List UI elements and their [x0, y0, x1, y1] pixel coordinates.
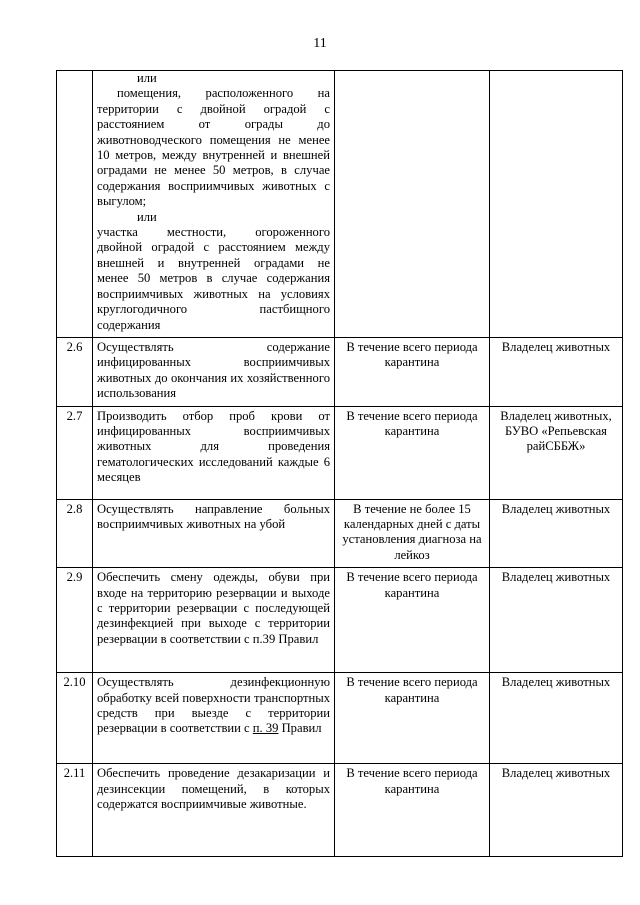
action-cell: Производить отбор проб крови от инфицированных восприимчивых животных для проведения гематологических исследований каждые 6 месяцев — [93, 406, 335, 499]
row-number-cell: 2.9 — [57, 568, 93, 673]
text-line: круглогодичного пастбищного — [97, 302, 330, 317]
action-cell — [93, 673, 335, 764]
row-number-cell: 2.10 — [57, 673, 93, 764]
text-line: содержания восприимчивых животных с — [97, 178, 330, 193]
text-line: восприимчивых животных на условиях — [97, 286, 330, 301]
action-text-tail: Правил — [278, 721, 322, 736]
table-row — [57, 337, 623, 406]
action-cell: Осуществлять содержание инфицированных восприимчивых животных до окончания их хозяйственного использования — [93, 337, 335, 406]
table-row — [57, 499, 623, 568]
row-number-cell: 2.8 — [57, 499, 93, 568]
text-line: содержания — [97, 317, 161, 332]
text-line: участка местности, огороженного — [97, 225, 330, 240]
text-line: внешней и внутренней оградами не — [97, 255, 330, 270]
term-cell: В течение всего периода карантина — [335, 406, 490, 499]
measures-table — [56, 70, 623, 857]
term-cell: В течение всего периода карантина — [335, 673, 490, 764]
page-number: 11 — [313, 36, 327, 51]
responsible-cell: Владелец животных — [490, 499, 623, 568]
text-line: менее 50 метров в случае содержания — [97, 271, 330, 286]
text-line: расстоянием от ограды до — [97, 117, 330, 132]
term-cell: В течение не более 15 календарных дней с даты установления диагноза на лейкоз — [335, 499, 490, 568]
action-cell: Обеспечить смену одежды, обуви при входе на территорию резервации и выходе с территории резервации с последующей дезинфекцией при выходе с территории резервации в соответствии с п.39 Правил — [93, 568, 335, 673]
responsible-cell: Владелец животных — [490, 337, 623, 406]
table-row — [57, 568, 623, 673]
text-line: двойной оградой с расстоянием между — [97, 240, 330, 255]
text-line: помещения, расположенного на — [117, 86, 330, 101]
action-cell — [93, 71, 335, 338]
row-number-cell — [57, 71, 93, 338]
table-row — [57, 673, 623, 764]
action-cell: Осуществлять направление больных восприимчивых животных на убой — [93, 499, 335, 568]
term-cell: В течение всего периода карантина — [335, 568, 490, 673]
term-cell — [335, 71, 490, 338]
table-row — [57, 764, 623, 857]
text-line: животноводческого помещения не менее — [97, 132, 330, 147]
table-row — [57, 71, 623, 338]
row-number-cell: 2.6 — [57, 337, 93, 406]
rule-reference: п. 39 — [252, 721, 279, 736]
term-cell: В течение всего периода карантина — [335, 764, 490, 857]
text-line: оградами не менее 50 метров, в случае — [97, 163, 330, 178]
responsible-cell — [490, 71, 623, 338]
row-number-cell: 2.11 — [57, 764, 93, 857]
responsible-cell: Владелец животных, БУВО «Репьевская райСББЖ» — [490, 406, 623, 499]
table-row — [57, 406, 623, 499]
term-cell: В течение всего периода карантина — [335, 337, 490, 406]
action-cell: Обеспечить проведение дезакаризации и дезинсекции помещений, в которых содержатся восприимчивые животные. — [93, 764, 335, 857]
text-line: или — [137, 71, 157, 85]
responsible-cell: Владелец животных — [490, 568, 623, 673]
responsible-cell: Владелец животных — [490, 764, 623, 857]
responsible-cell: Владелец животных — [490, 673, 623, 764]
text-line: 10 метров, между внутренней и внешней — [97, 148, 330, 163]
action-text: Осуществлять дезинфекционную обработку всей поверхности транспортных средств при выезде с территории резервации в соответствии с — [97, 675, 330, 736]
text-line: выгулом; — [97, 194, 147, 209]
row-number-cell: 2.7 — [57, 406, 93, 499]
text-line: территории с двойной оградой с — [97, 101, 330, 116]
text-line: или — [137, 209, 157, 224]
